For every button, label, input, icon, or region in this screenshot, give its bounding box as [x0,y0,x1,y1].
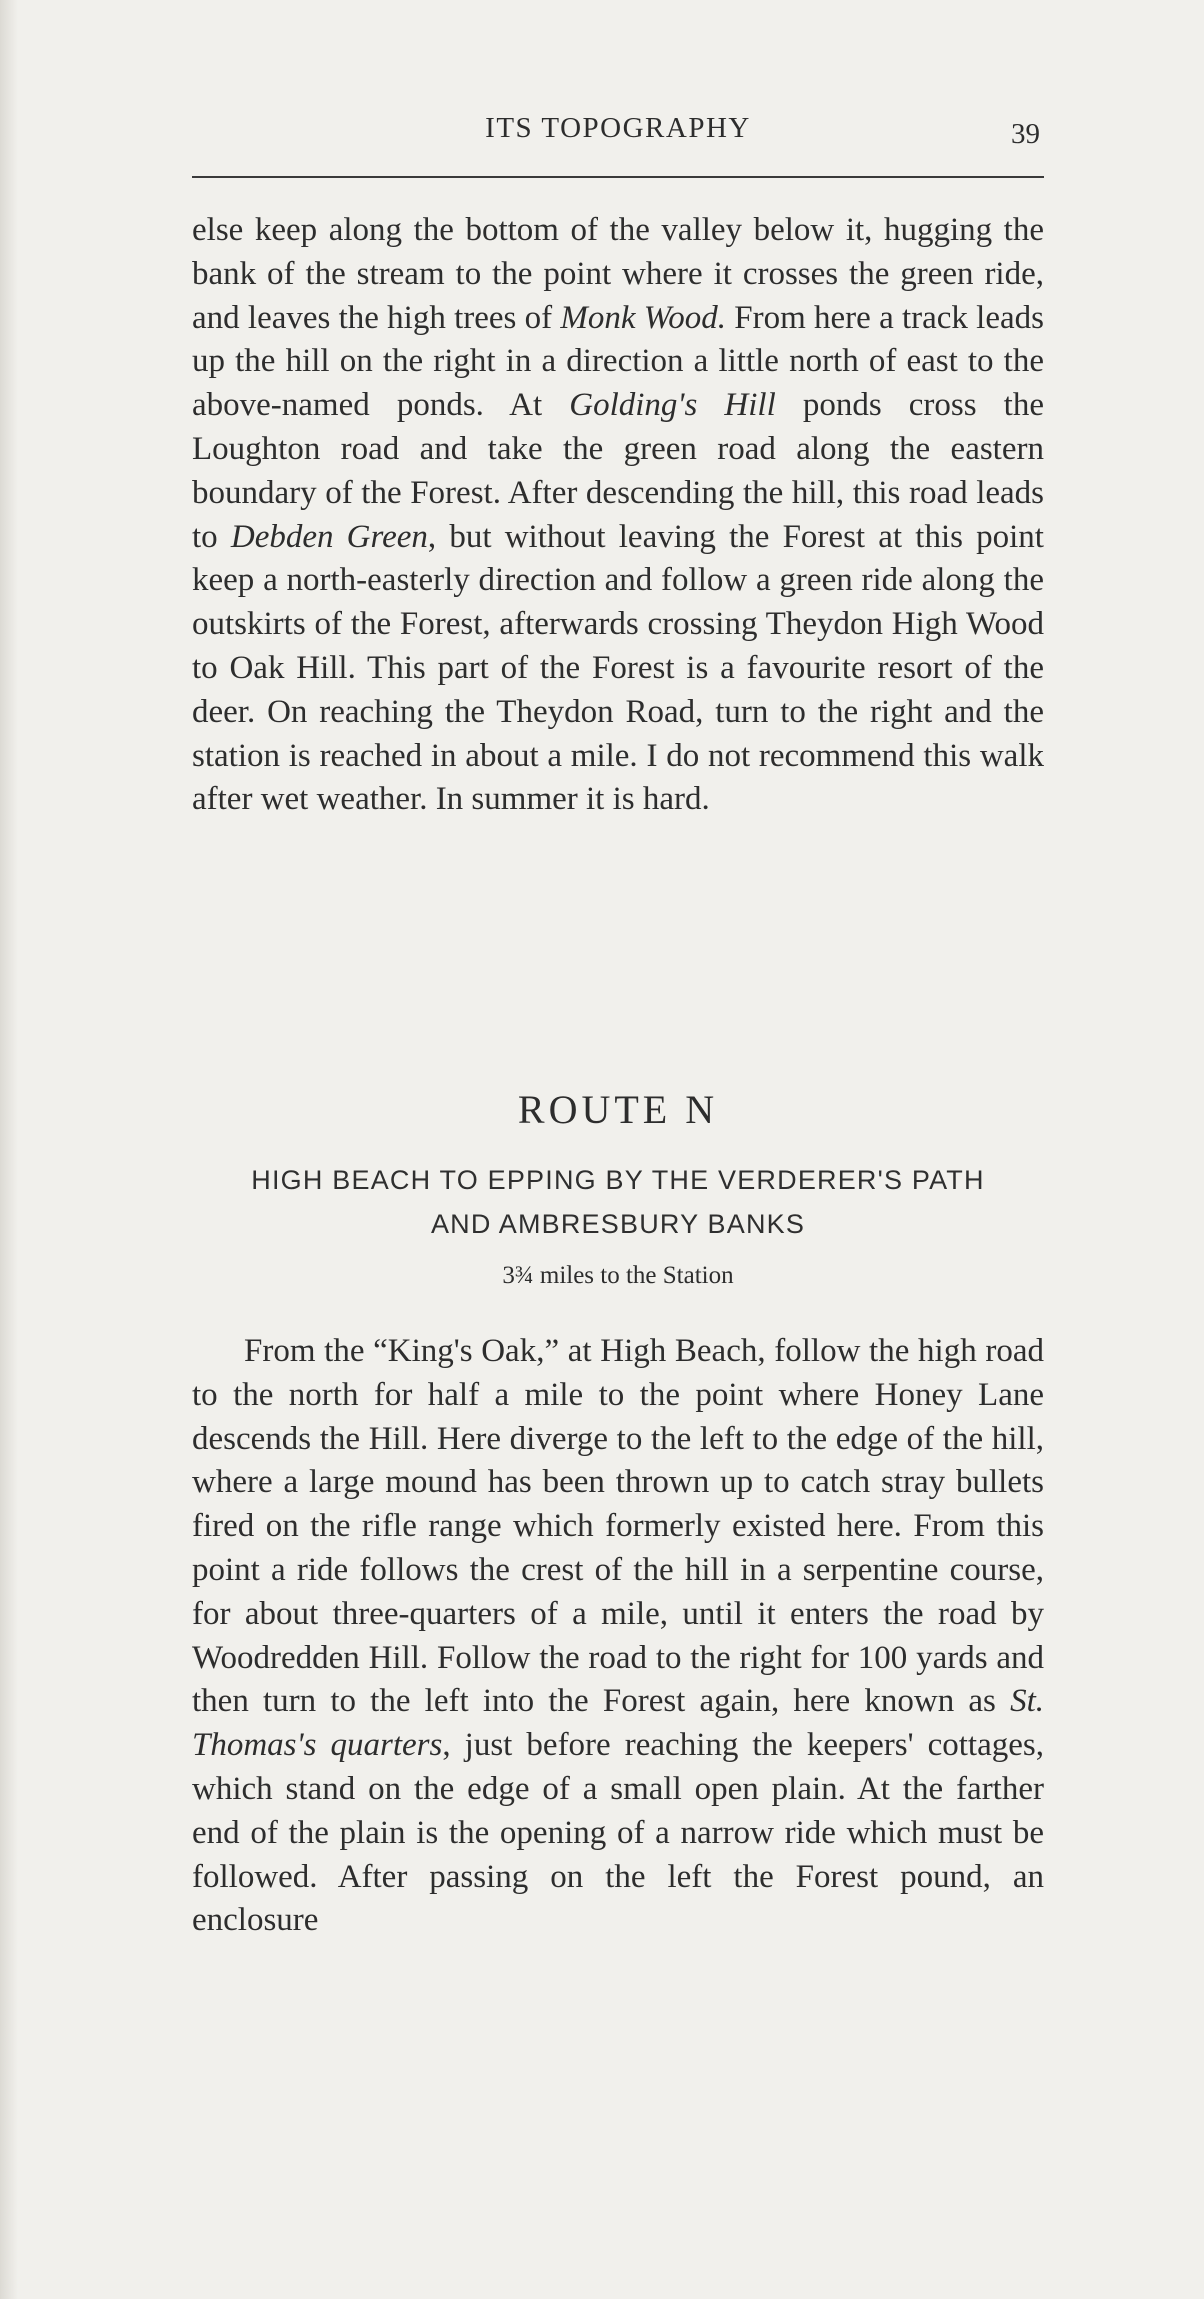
route-subtitle [192,1158,1044,1246]
running-head: ITS TOPOGRAPHY [485,112,751,144]
place-name: Debden Green [230,518,428,555]
route-distance: 3¾ miles to the Station [502,1262,734,1289]
text-run: , just before reaching the keepers' cottages, which stand on the edge of a small open plain. At the farther end of the plain is the opening of a narrow ride which must be followed. After passing on the left the Forest pound, an enclosure [192,1727,1044,1939]
page-number: 39 [1011,118,1040,150]
route-description [192,1330,1044,1943]
route-subtitle-line: HIGH BEACH TO EPPING BY THE VERDERER'S PATH [251,1165,985,1195]
text-run: else keep along the bottom of the valley below it, hugging the bank of the stream to the point where it crosses the green ride, and leaves the high trees of [192,212,1044,336]
paragraph-text [192,209,1044,822]
place-name: Monk Wood. [560,299,727,336]
header-rule [192,176,1044,178]
place-name: St. Thomas's quarters [192,1683,1044,1764]
route-subtitle-line: AND AMBRESBURY BANKS [430,1209,806,1239]
text-run: ponds cross the Loughton road and take the green road along the eastern boundary of the Forest. After descending the hill, this road leads to [192,387,1044,555]
paragraph-text [192,1330,1044,1943]
paragraph-continued [192,209,1044,822]
route-title: ROUTE N [517,1087,719,1132]
page-header [192,112,1044,160]
text-run: From here a track leads up the hill on the right in a direction a little north of east to the above-named ponds. At [192,299,1044,424]
place-name: Golding's Hill [569,387,776,424]
text-run: From the “King's Oak,” at High Beach, follow the high road to the north for half a mile to the point where Honey Lane descends the Hill. Here diverge to the left to the edge of the hill, where a large mound has been thrown up to catch stray bullets fired on the rifle range which formerly existed here. From this point a ride follows the crest of the hill in a serpentine course, for about three-quarters of a mile, until it enters the road by Woodredden Hill. Follow the road to the right for 100 yards and then turn to the left into the Forest again, here known as [192,1333,1044,1720]
page-edge-shadow [0,0,18,2299]
text-run: , but without leaving the Forest at this point keep a north-easterly direction and follow a green ride along the outskirts of the Forest, afterwards crossing Theydon High Wood to Oak Hill. This part of the Forest is a favourite resort of the deer. On reaching the Theydon Road, turn to the right and the station is reached in about a mile. I do not recommend this walk after wet weather. In summer it is hard. [192,518,1044,818]
